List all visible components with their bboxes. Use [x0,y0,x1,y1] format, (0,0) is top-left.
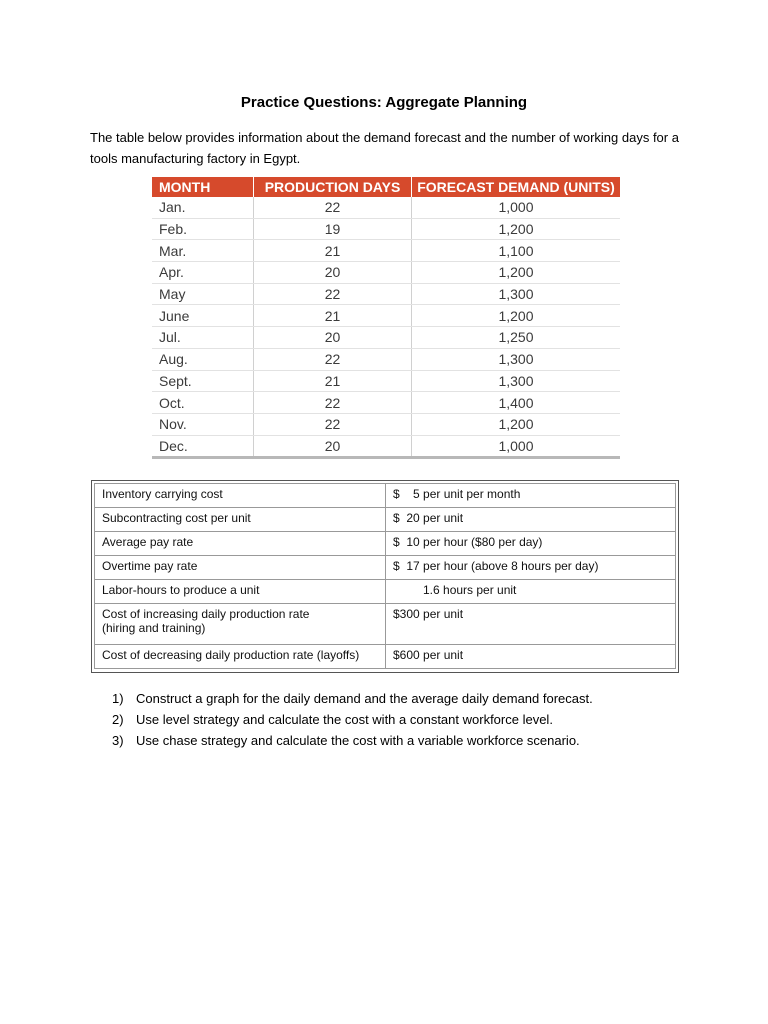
days-cell: 22 [254,348,412,370]
cost-row [95,604,676,645]
question-text: Use chase strategy and calculate the cost with a variable workforce scenario. [136,733,580,748]
cost-value: $ 10 per hour ($80 per day) [386,532,676,556]
demand-cell: 1,200 [412,218,621,240]
table-row [152,305,620,327]
month-cell: Oct. [152,392,254,414]
table-row [152,262,620,284]
table-row [152,218,620,240]
list-item [112,730,712,751]
table-row [152,413,620,435]
month-cell: Sept. [152,370,254,392]
days-cell: 21 [254,240,412,262]
header-month: MONTH [152,177,254,197]
month-cell: Dec. [152,435,254,458]
days-cell: 22 [254,413,412,435]
demand-cell: 1,200 [412,305,621,327]
demand-cell: 1,400 [412,392,621,414]
cost-row [95,532,676,556]
days-cell: 22 [254,283,412,305]
cost-row [95,484,676,508]
cost-label-line2: (hiring and training) [102,621,206,635]
cost-row [95,508,676,532]
demand-cell: 1,300 [412,283,621,305]
cost-value: $ 17 per hour (above 8 hours per day) [386,556,676,580]
question-text: Use level strategy and calculate the cost with a constant workforce level. [136,712,553,727]
month-cell: Jul. [152,327,254,349]
table-row [152,283,620,305]
table-row [152,327,620,349]
cost-label-cell [95,604,386,645]
cost-value: 1.6 hours per unit [423,583,517,597]
cost-label: Average pay rate [95,532,386,556]
cost-label: Cost of decreasing daily production rate (layoffs) [95,645,386,669]
cost-value-cell [386,580,676,604]
month-cell: Apr. [152,262,254,284]
cost-label: Inventory carrying cost [95,484,386,508]
month-cell: Jan. [152,197,254,218]
table-header-row [152,177,620,197]
days-cell: 20 [254,435,412,458]
cost-row [95,580,676,604]
demand-cell: 1,200 [412,413,621,435]
cost-label: Overtime pay rate [95,556,386,580]
table-row [152,370,620,392]
cost-label: Subcontracting cost per unit [95,508,386,532]
days-cell: 21 [254,370,412,392]
demand-cell: 1,300 [412,348,621,370]
cost-label: Cost of increasing daily production rate [102,607,310,621]
table-row [152,197,620,218]
question-number: 2) [112,712,124,727]
demand-cell: 1,300 [412,370,621,392]
header-forecast-demand: FORECAST DEMAND (UNITS) [412,177,621,197]
table-row [152,348,620,370]
header-production-days: PRODUCTION DAYS [254,177,412,197]
cost-value: $300 per unit [386,604,676,645]
intro-paragraph: The table below provides information about the demand forecast and the number of working days for a tools manufacturing factory in Egypt. [90,130,679,166]
table-row [152,240,620,262]
cost-value: $ 20 per unit [386,508,676,532]
month-cell: Aug. [152,348,254,370]
days-cell: 20 [254,262,412,284]
question-number: 3) [112,733,124,748]
days-cell: 19 [254,218,412,240]
question-text: Construct a graph for the daily demand and the average daily demand forecast. [136,691,593,706]
cost-table [94,483,676,669]
month-cell: Feb. [152,218,254,240]
month-cell: Mar. [152,240,254,262]
page-title: Practice Questions: Aggregate Planning [240,94,528,111]
question-list [112,688,712,751]
demand-cell: 1,000 [412,197,621,218]
cost-row [95,645,676,669]
days-cell: 22 [254,197,412,218]
table-row [152,392,620,414]
days-cell: 22 [254,392,412,414]
cost-value: $ 5 per unit per month [386,484,676,508]
demand-cell: 1,000 [412,435,621,458]
days-cell: 21 [254,305,412,327]
table-row [152,435,620,458]
list-item [112,688,712,709]
demand-cell: 1,200 [412,262,621,284]
demand-cell: 1,250 [412,327,621,349]
month-cell: June [152,305,254,327]
cost-table-frame [91,480,679,673]
list-item [112,709,712,730]
cost-label: Labor-hours to produce a unit [95,580,386,604]
month-cell: May [152,283,254,305]
days-cell: 20 [254,327,412,349]
demand-forecast-table [152,177,620,459]
cost-value: $600 per unit [386,645,676,669]
month-cell: Nov. [152,413,254,435]
demand-cell: 1,100 [412,240,621,262]
cost-row [95,556,676,580]
question-number: 1) [112,691,124,706]
